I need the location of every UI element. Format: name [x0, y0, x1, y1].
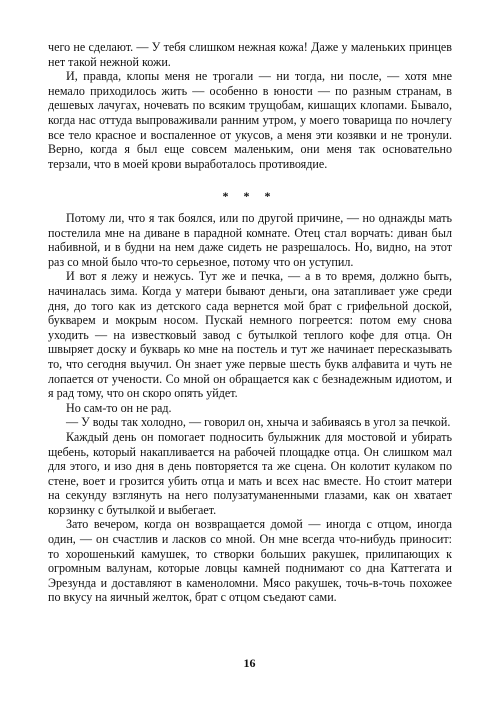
paragraph-sofa: Потому ли, что я так боялся, или по другой причине, — но однажды мать постелила мне на диване в парадной комнате. Отец стал ворчать: диван был набивной, и в будни на нем даже сидеть не разрешалось. Но, видно, на этот раз со мной было что-то серьезное, потому что он уступил.: [48, 211, 452, 269]
top-text-block: [48, 40, 452, 171]
paragraph-evening: Зато вечером, когда он возвращается домой — иногда с отцом, иногда один, — он счастлив и ласков со мной. Он мне всегда что-нибудь приносит: то хорошенький камушек, то створки больших ракушек, прилипающих к огромным валунам, которые ловцы камней поднимают со дна Каттегата и Эрезунда и доставляют в каменоломни. Мясо ракушек, точь-в-точь похожее по вкусу на яичный желток, брат с отцом съедают сами.: [48, 517, 452, 605]
paragraph-cobblestones: Каждый день он помогает подносить булыжник для мостовой и убирать щебень, который накапливается на рабочей площадке отца. Он слишком мал для этого, и изо дня в день повторяется та же сцена. Он колотит кулаком по стене, воет и грозится убить отца и мать и всех нас вместе. Но стоит матери на секунду взглянуть на него полузатуманенными глазами, как он хватает корзинку с бутылкой и выбегает.: [48, 429, 452, 517]
paragraph-bedbugs: И, правда, клопы меня не трогали — ни тогда, ни после, — хотя мне немало приходилось жить — особенно в юности — по разным странам, в дешевых лачугах, ночевать по всяким трущобам, кишащих клопами. Бывало, когда нас оттуда выпроваживали ранним утром, у моего товарища по ночлегу все тело красное и воспаленное от укусов, а меня эти козявки и не тронули. Верно, когда я был еще совсем маленьким, они меня так основательно терзали, что в моей крови выработалось противоядие.: [48, 69, 452, 171]
paragraph-cold-water: — У воды так холодно, — говорил он, хныча и забиваясь в угол за печкой.: [66, 415, 451, 430]
section-divider: * * *: [222, 189, 277, 203]
paragraph-stove: И вот я лежу и нежусь. Тут же и печка, — а в то время, должно быть, начиналась зима. Когда у матери бывают деньги, она затапливает уже среди дня, до того как из детского сада вернется мой брат с грифельной доской, букварем и мокрым носом. Пускай немного погреется: потом ему снова уходить — на известковый завод с бутылкой теплого кофе для отца. Он швыряет доску и букварь ко мне на постель и тут же начинает пересказывать то, что сегодня выучил. Он знает уже первые шесть букв алфавита и чуть не лопается от учености. Со мной он обращается как с безнадежным идиотом, и я рад тому, что он скоро опять уйдет.: [48, 269, 452, 401]
paragraph-continuation: чего не сделают. — У тебя слишком нежная кожа! Даже у маленьких принцев нет такой нежной кожи.: [48, 40, 452, 69]
bottom-text-block: [48, 211, 452, 605]
paragraph-not-glad: Но сам-то он не рад.: [66, 400, 172, 415]
page-number: 16: [243, 656, 256, 670]
